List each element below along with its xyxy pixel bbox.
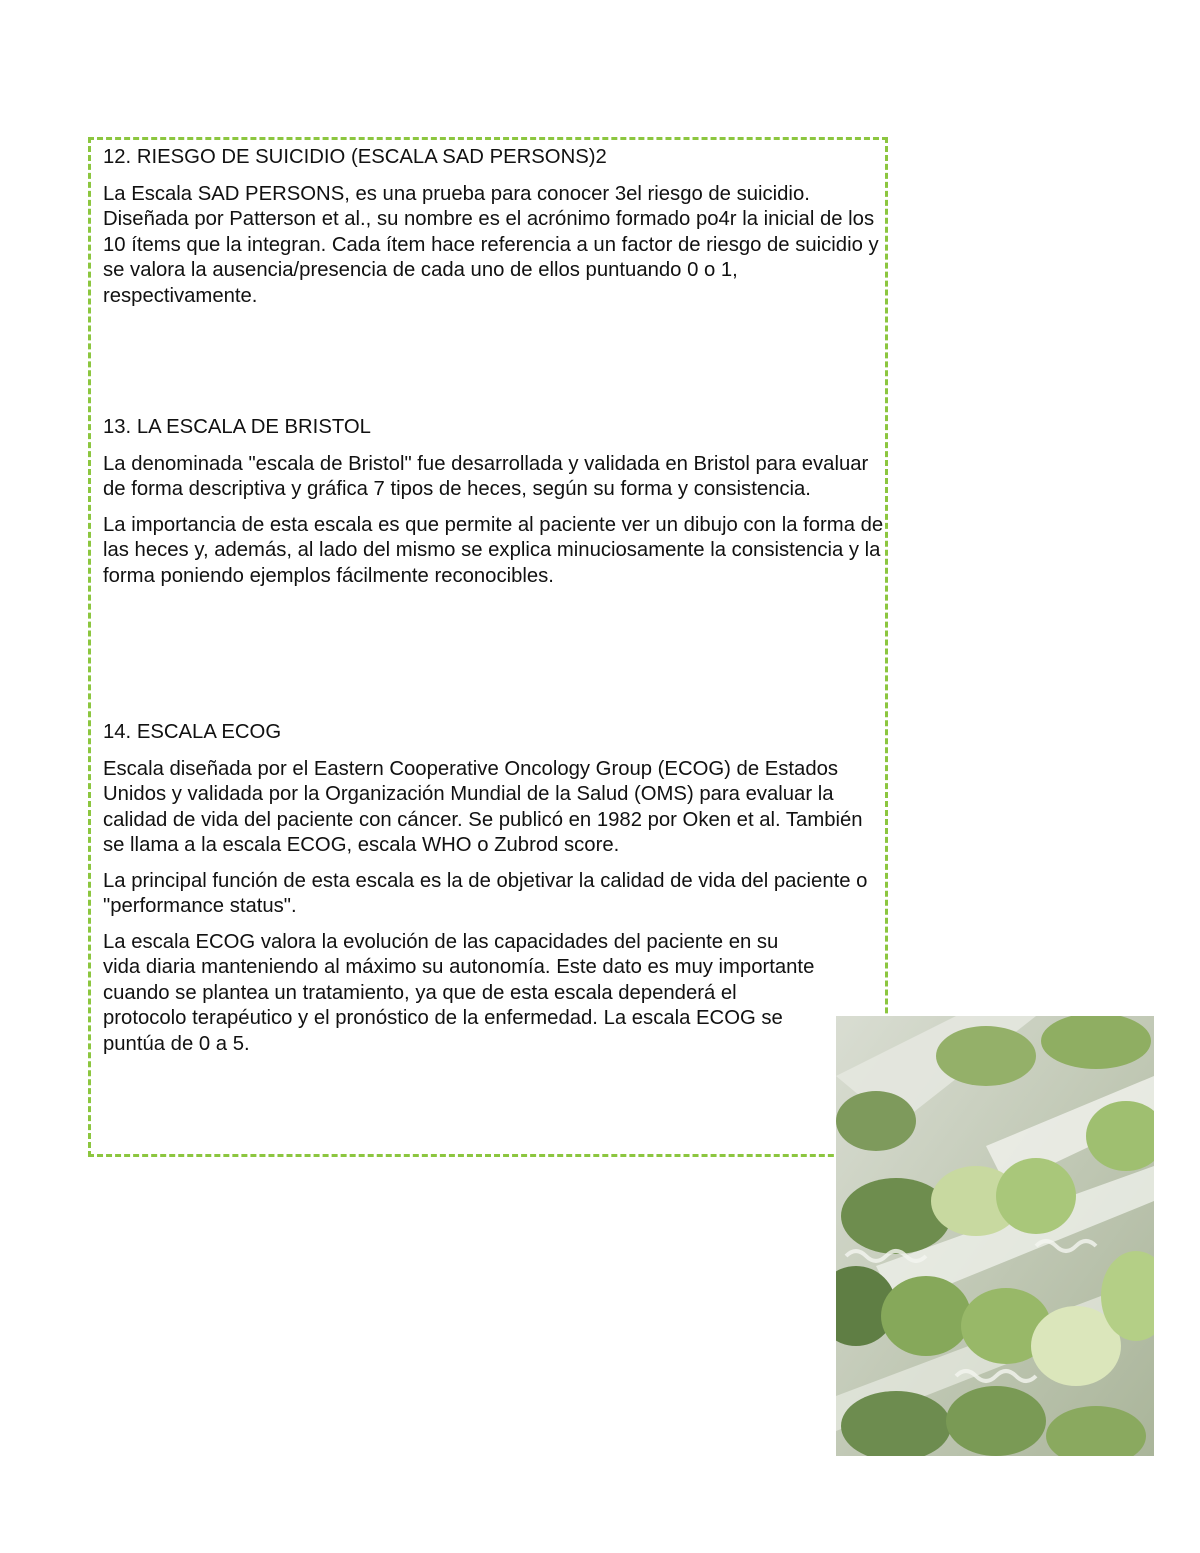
section-paragraph: La escala ECOG valora la evolución de las capacidades del paciente en su vida diaria manteniendo al máximo su autonomía. Este dato es muy importante cuando se plantea un tratamiento, ya que de esta escala dependerá el protocolo terapéutico y el pronóstico de la enfermedad. La escala ECOG se puntúa de 0 a 5. [103, 930, 815, 1055]
macarons-photo [836, 1016, 1154, 1456]
section-paragraph: La Escala SAD PERSONS, es una prueba para conocer 3el riesgo de suicidio. Diseñada por Patterson et al., su nombre es el acrónimo formado po4r la inicial de los 10 ítems que la integran. Cada ítem hace referencia a un factor de riesgo de suicidio y se valora la ausencia/presencia de cada uno de ellos puntuando 0 o 1, respectivamente. [103, 182, 879, 307]
section-suicide-risk [103, 145, 888, 319]
section-heading: 14. ESCALA ECOG [103, 721, 282, 743]
section-paragraph: Escala diseñada por el Eastern Cooperative Oncology Group (ECOG) de Estados Unidos y validada por la Organización Mundial de la Salud (OMS) para evaluar la calidad de vida del paciente con cáncer. Se publicó en 1982 por Oken et al. También se llama a la escala ECOG, escala WHO o Zubrod score. [103, 757, 863, 856]
section-heading: 12. RIESGO DE SUICIDIO (ESCALA SAD PERSONS)2 [103, 146, 607, 168]
macarons-illustration [836, 1016, 1154, 1456]
section-bristol-scale [103, 415, 888, 599]
section-paragraph: La denominada "escala de Bristol" fue desarrollada y validada en Bristol para evaluar de forma descriptiva y gráfica 7 tipos de heces, según su forma y consistencia. [103, 452, 869, 500]
section-paragraph: La principal función de esta escala es la de objetivar la calidad de vida del paciente o "performance status". [103, 869, 868, 917]
section-ecog-scale [103, 720, 888, 1067]
section-heading: 13. LA ESCALA DE BRISTOL [103, 416, 371, 438]
section-paragraph: La importancia de esta escala es que permite al paciente ver un dibujo con la forma de las heces y, además, al lado del mismo se explica minuciosamente la consistencia y la forma poniendo ejemplos fácilmente reconocibles. [103, 513, 884, 587]
